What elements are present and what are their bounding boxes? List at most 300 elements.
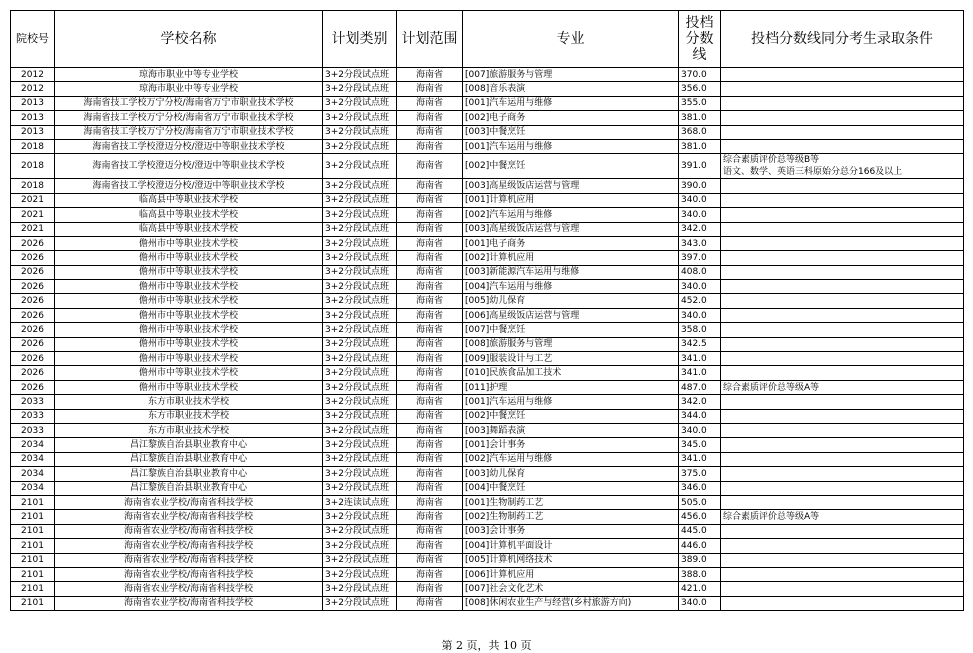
- cell-conditions: [721, 280, 964, 294]
- table-row: [11, 308, 964, 322]
- cell-score: 408.0: [679, 265, 721, 279]
- table-row: [11, 208, 964, 222]
- cell-school-code: 2021: [11, 193, 55, 207]
- table-row: [11, 352, 964, 366]
- cell-school-code: 2026: [11, 294, 55, 308]
- cell-school-name: 儋州市中等职业技术学校: [55, 337, 323, 351]
- cell-score: 375.0: [679, 467, 721, 481]
- cell-score: 341.0: [679, 366, 721, 380]
- table-row: [11, 553, 964, 567]
- header-school-code: 院校号: [11, 11, 55, 68]
- cell-plan-scope: 海南省: [397, 438, 463, 452]
- table-row: [11, 251, 964, 265]
- cell-major: [007]旅游服务与管理: [463, 68, 679, 82]
- cell-conditions: [721, 337, 964, 351]
- cell-conditions: [721, 524, 964, 538]
- cell-plan-scope: 海南省: [397, 82, 463, 96]
- header-score: 投档分数线: [679, 11, 721, 68]
- header-plan-scope: 计划范围: [397, 11, 463, 68]
- cell-plan-scope: 海南省: [397, 553, 463, 567]
- cell-major: [002]电子商务: [463, 111, 679, 125]
- table-row: [11, 510, 964, 524]
- cell-score: 421.0: [679, 582, 721, 596]
- table-row: [11, 265, 964, 279]
- cell-score: 390.0: [679, 179, 721, 193]
- cell-conditions: [721, 539, 964, 553]
- cell-plan-scope: 海南省: [397, 68, 463, 82]
- table-row: [11, 193, 964, 207]
- cell-school-code: 2012: [11, 82, 55, 96]
- cell-score: 389.0: [679, 553, 721, 567]
- cell-conditions: [721, 125, 964, 139]
- cell-school-name: 昌江黎族自治县职业教育中心: [55, 467, 323, 481]
- table-row: [11, 409, 964, 423]
- cell-plan-scope: 海南省: [397, 337, 463, 351]
- cell-school-code: 2034: [11, 481, 55, 495]
- cell-school-code: 2021: [11, 208, 55, 222]
- cell-score: 388.0: [679, 567, 721, 581]
- cell-conditions: [721, 236, 964, 250]
- cell-school-name: 琼海市职业中等专业学校: [55, 68, 323, 82]
- cell-school-name: 海南省农业学校/海南省科技学校: [55, 539, 323, 553]
- cell-school-code: 2101: [11, 582, 55, 596]
- cell-conditions: [721, 366, 964, 380]
- condition-line: 综合素质评价总等级A等: [723, 382, 820, 393]
- cell-score: 397.0: [679, 251, 721, 265]
- header-major: 专业: [463, 11, 679, 68]
- cell-major: [010]民族食品加工技术: [463, 366, 679, 380]
- cell-conditions: [721, 495, 964, 509]
- cell-plan-type: 3+2分段试点班: [323, 553, 397, 567]
- cell-score: 341.0: [679, 352, 721, 366]
- cell-school-name: 海南省技工学校万宁分校/海南省万宁市职业技术学校: [55, 125, 323, 139]
- table-row: [11, 280, 964, 294]
- cell-plan-type: 3+2分段试点班: [323, 68, 397, 82]
- cell-school-code: 2101: [11, 510, 55, 524]
- cell-school-name: 昌江黎族自治县职业教育中心: [55, 452, 323, 466]
- page-footer: 第 2 页，共 10 页: [441, 639, 532, 652]
- cell-score: 381.0: [679, 139, 721, 153]
- cell-score: 452.0: [679, 294, 721, 308]
- cell-conditions: [721, 179, 964, 193]
- cell-major: [008]休闲农业生产与经营(乡村旅游方向): [463, 596, 679, 610]
- cell-major: [002]汽车运用与维修: [463, 452, 679, 466]
- cell-plan-type: 3+2分段试点班: [323, 265, 397, 279]
- cell-plan-scope: 海南省: [397, 596, 463, 610]
- cell-plan-type: 3+2分段试点班: [323, 154, 397, 179]
- cell-school-code: 2013: [11, 96, 55, 110]
- cell-school-name: 海南省农业学校/海南省科技学校: [55, 567, 323, 581]
- cell-conditions: [721, 409, 964, 423]
- cell-major: [005]计算机网络技术: [463, 553, 679, 567]
- cell-plan-scope: 海南省: [397, 582, 463, 596]
- cell-plan-type: 3+2分段试点班: [323, 222, 397, 236]
- cell-school-name: 海南省农业学校/海南省科技学校: [55, 495, 323, 509]
- cell-school-name: 东方市职业技术学校: [55, 409, 323, 423]
- cell-plan-scope: 海南省: [397, 154, 463, 179]
- cell-plan-type: 3+2分段试点班: [323, 82, 397, 96]
- cell-major: [004]汽车运用与维修: [463, 280, 679, 294]
- table-row: [11, 481, 964, 495]
- cell-school-code: 2026: [11, 308, 55, 322]
- cell-major: [002]中餐烹饪: [463, 409, 679, 423]
- cell-conditions: [721, 596, 964, 610]
- table-row: [11, 423, 964, 437]
- cell-school-name: 海南省农业学校/海南省科技学校: [55, 553, 323, 567]
- cell-plan-scope: 海南省: [397, 236, 463, 250]
- table-row: [11, 337, 964, 351]
- cell-score: 446.0: [679, 539, 721, 553]
- cell-school-code: 2013: [11, 125, 55, 139]
- cell-plan-scope: 海南省: [397, 308, 463, 322]
- cell-school-code: 2026: [11, 251, 55, 265]
- cell-school-code: 2026: [11, 236, 55, 250]
- cell-school-name: 海南省技工学校澄迈分校/澄迈中等职业技术学校: [55, 154, 323, 179]
- cell-plan-type: 3+2分段试点班: [323, 323, 397, 337]
- cell-school-code: 2033: [11, 409, 55, 423]
- cell-plan-scope: 海南省: [397, 452, 463, 466]
- cell-plan-type: 3+2分段试点班: [323, 111, 397, 125]
- cell-plan-type: 3+2分段试点班: [323, 567, 397, 581]
- cell-school-name: 儋州市中等职业技术学校: [55, 251, 323, 265]
- cell-major: [007]中餐烹饪: [463, 323, 679, 337]
- cell-score: 342.0: [679, 222, 721, 236]
- cell-school-code: 2012: [11, 68, 55, 82]
- cell-plan-scope: 海南省: [397, 567, 463, 581]
- cell-school-code: 2101: [11, 524, 55, 538]
- cell-school-code: 2021: [11, 222, 55, 236]
- cell-school-name: 临高县中等职业技术学校: [55, 208, 323, 222]
- cell-plan-scope: 海南省: [397, 265, 463, 279]
- cell-plan-type: 3+2分段试点班: [323, 179, 397, 193]
- cell-score: 346.0: [679, 481, 721, 495]
- cell-plan-scope: 海南省: [397, 280, 463, 294]
- cell-score: 358.0: [679, 323, 721, 337]
- cell-conditions: [721, 467, 964, 481]
- table-row: [11, 467, 964, 481]
- cell-plan-scope: 海南省: [397, 409, 463, 423]
- condition-line: 综合素质评价总等级B等: [723, 155, 820, 166]
- cell-conditions: [721, 265, 964, 279]
- cell-school-code: 2026: [11, 380, 55, 394]
- header-school-name: 学校名称: [55, 11, 323, 68]
- cell-major: [008]旅游服务与管理: [463, 337, 679, 351]
- cell-score: 342.0: [679, 395, 721, 409]
- cell-school-code: 2033: [11, 423, 55, 437]
- cell-school-code: 2026: [11, 337, 55, 351]
- cell-school-code: 2034: [11, 452, 55, 466]
- cell-plan-type: 3+2分段试点班: [323, 208, 397, 222]
- cell-plan-scope: 海南省: [397, 208, 463, 222]
- cell-conditions: [721, 193, 964, 207]
- cell-plan-scope: 海南省: [397, 111, 463, 125]
- cell-school-name: 儋州市中等职业技术学校: [55, 366, 323, 380]
- cell-school-code: 2101: [11, 553, 55, 567]
- cell-plan-type: 3+2分段试点班: [323, 481, 397, 495]
- cell-school-code: 2018: [11, 139, 55, 153]
- admission-score-table: [10, 10, 964, 611]
- cell-plan-scope: 海南省: [397, 380, 463, 394]
- cell-score: 340.0: [679, 208, 721, 222]
- cell-major: [001]计算机应用: [463, 193, 679, 207]
- cell-school-name: 儋州市中等职业技术学校: [55, 380, 323, 394]
- cell-school-name: 东方市职业技术学校: [55, 423, 323, 437]
- cell-major: [003]高星级饭店运营与管理: [463, 179, 679, 193]
- cell-school-name: 儋州市中等职业技术学校: [55, 308, 323, 322]
- cell-major: [001]生物制药工艺: [463, 495, 679, 509]
- cell-score: 456.0: [679, 510, 721, 524]
- cell-score: 340.0: [679, 280, 721, 294]
- cell-plan-type: 3+2分段试点班: [323, 139, 397, 153]
- table-row: [11, 125, 964, 139]
- cell-major: [007]社会文化艺术: [463, 582, 679, 596]
- cell-major: [011]护理: [463, 380, 679, 394]
- table-row: [11, 539, 964, 553]
- cell-plan-scope: 海南省: [397, 423, 463, 437]
- cell-conditions: [721, 510, 964, 524]
- cell-plan-scope: 海南省: [397, 222, 463, 236]
- table-row: [11, 582, 964, 596]
- cell-school-code: 2101: [11, 495, 55, 509]
- table-row: [11, 323, 964, 337]
- cell-plan-type: 3+2分段试点班: [323, 236, 397, 250]
- table-row: [11, 395, 964, 409]
- cell-plan-type: 3+2分段试点班: [323, 280, 397, 294]
- cell-school-name: 儋州市中等职业技术学校: [55, 265, 323, 279]
- cell-score: 343.0: [679, 236, 721, 250]
- cell-conditions: [721, 139, 964, 153]
- cell-plan-scope: 海南省: [397, 294, 463, 308]
- cell-plan-scope: 海南省: [397, 395, 463, 409]
- cell-score: 487.0: [679, 380, 721, 394]
- cell-school-name: 昌江黎族自治县职业教育中心: [55, 481, 323, 495]
- cell-major: [006]高星级饭店运营与管理: [463, 308, 679, 322]
- cell-plan-scope: 海南省: [397, 352, 463, 366]
- table-row: [11, 68, 964, 82]
- cell-conditions: [721, 111, 964, 125]
- table-row: [11, 236, 964, 250]
- cell-plan-scope: 海南省: [397, 510, 463, 524]
- cell-score: 391.0: [679, 154, 721, 179]
- cell-score: 340.0: [679, 308, 721, 322]
- header-conditions: 投档分数线同分考生录取条件: [721, 11, 964, 68]
- cell-plan-type: 3+2分段试点班: [323, 380, 397, 394]
- cell-score: 370.0: [679, 68, 721, 82]
- cell-plan-scope: 海南省: [397, 467, 463, 481]
- cell-school-name: 临高县中等职业技术学校: [55, 193, 323, 207]
- cell-conditions: [721, 553, 964, 567]
- cell-major: [003]幼儿保育: [463, 467, 679, 481]
- table-row: [11, 524, 964, 538]
- cell-school-code: 2033: [11, 395, 55, 409]
- cell-plan-type: 3+2分段试点班: [323, 467, 397, 481]
- cell-score: 356.0: [679, 82, 721, 96]
- cell-score: 445.0: [679, 524, 721, 538]
- cell-plan-type: 3+2分段试点班: [323, 193, 397, 207]
- cell-plan-type: 3+2分段试点班: [323, 452, 397, 466]
- cell-plan-type: 3+2分段试点班: [323, 294, 397, 308]
- cell-conditions: [721, 438, 964, 452]
- table-row: [11, 495, 964, 509]
- cell-school-code: 2026: [11, 280, 55, 294]
- cell-plan-type: 3+2分段试点班: [323, 423, 397, 437]
- cell-school-name: 海南省农业学校/海南省科技学校: [55, 596, 323, 610]
- cell-plan-type: 3+2分段试点班: [323, 582, 397, 596]
- cell-plan-scope: 海南省: [397, 481, 463, 495]
- cell-school-code: 2026: [11, 352, 55, 366]
- cell-plan-type: 3+2分段试点班: [323, 596, 397, 610]
- cell-score: 340.0: [679, 596, 721, 610]
- table-row: [11, 567, 964, 581]
- cell-school-name: 海南省农业学校/海南省科技学校: [55, 510, 323, 524]
- cell-major: [003]新能源汽车运用与维修: [463, 265, 679, 279]
- cell-major: [003]高星级饭店运营与管理: [463, 222, 679, 236]
- cell-school-code: 2018: [11, 179, 55, 193]
- table-row: [11, 111, 964, 125]
- cell-plan-type: 3+2分段试点班: [323, 337, 397, 351]
- cell-major: [004]中餐烹饪: [463, 481, 679, 495]
- cell-major: [001]汽车运用与维修: [463, 96, 679, 110]
- cell-plan-scope: 海南省: [397, 524, 463, 538]
- cell-plan-type: 3+2连读试点班: [323, 495, 397, 509]
- condition-line: 综合素质评价总等级A等: [723, 512, 820, 523]
- cell-school-code: 2034: [11, 438, 55, 452]
- cell-school-name: 儋州市中等职业技术学校: [55, 352, 323, 366]
- cell-plan-scope: 海南省: [397, 193, 463, 207]
- cell-plan-type: 3+2分段试点班: [323, 510, 397, 524]
- cell-school-name: 儋州市中等职业技术学校: [55, 323, 323, 337]
- cell-school-name: 海南省技工学校万宁分校/海南省万宁市职业技术学校: [55, 96, 323, 110]
- cell-school-name: 海南省技工学校澄迈分校/澄迈中等职业技术学校: [55, 179, 323, 193]
- cell-major: [002]中餐烹饪: [463, 154, 679, 179]
- cell-plan-type: 3+2分段试点班: [323, 251, 397, 265]
- cell-conditions: [721, 380, 964, 394]
- cell-plan-scope: 海南省: [397, 539, 463, 553]
- cell-plan-type: 3+2分段试点班: [323, 96, 397, 110]
- cell-plan-scope: 海南省: [397, 323, 463, 337]
- cell-school-name: 东方市职业技术学校: [55, 395, 323, 409]
- table-row: [11, 452, 964, 466]
- cell-conditions: [721, 395, 964, 409]
- table-row: [11, 222, 964, 236]
- cell-conditions: [721, 423, 964, 437]
- cell-conditions: [721, 154, 964, 179]
- cell-major: [001]汽车运用与维修: [463, 139, 679, 153]
- cell-score: 345.0: [679, 438, 721, 452]
- cell-plan-type: 3+2分段试点班: [323, 409, 397, 423]
- cell-plan-type: 3+2分段试点班: [323, 352, 397, 366]
- cell-plan-scope: 海南省: [397, 366, 463, 380]
- cell-conditions: [721, 222, 964, 236]
- cell-conditions: [721, 567, 964, 581]
- cell-school-name: 昌江黎族自治县职业教育中心: [55, 438, 323, 452]
- cell-school-code: 2101: [11, 539, 55, 553]
- cell-score: 355.0: [679, 96, 721, 110]
- cell-plan-scope: 海南省: [397, 179, 463, 193]
- condition-line: 语文、数学、英语三科原始分总分166及以上: [723, 167, 903, 178]
- cell-score: 340.0: [679, 193, 721, 207]
- cell-plan-type: 3+2分段试点班: [323, 524, 397, 538]
- cell-plan-scope: 海南省: [397, 251, 463, 265]
- cell-score: 344.0: [679, 409, 721, 423]
- cell-school-name: 海南省农业学校/海南省科技学校: [55, 582, 323, 596]
- cell-school-code: 2013: [11, 111, 55, 125]
- cell-conditions: [721, 308, 964, 322]
- cell-major: [003]会计事务: [463, 524, 679, 538]
- cell-plan-scope: 海南省: [397, 139, 463, 153]
- table-row: [11, 438, 964, 452]
- cell-plan-type: 3+2分段试点班: [323, 539, 397, 553]
- cell-major: [002]汽车运用与维修: [463, 208, 679, 222]
- cell-major: [001]电子商务: [463, 236, 679, 250]
- cell-conditions: [721, 323, 964, 337]
- cell-conditions: [721, 96, 964, 110]
- table-row: [11, 139, 964, 153]
- table-row: [11, 294, 964, 308]
- cell-school-name: 海南省技工学校澄迈分校/澄迈中等职业技术学校: [55, 139, 323, 153]
- cell-school-code: 2034: [11, 467, 55, 481]
- cell-school-code: 2101: [11, 596, 55, 610]
- cell-conditions: [721, 68, 964, 82]
- cell-conditions: [721, 352, 964, 366]
- table-body: [11, 68, 964, 611]
- header-plan-type: 计划类别: [323, 11, 397, 68]
- cell-major: [008]音乐表演: [463, 82, 679, 96]
- table-row: [11, 596, 964, 610]
- cell-score: 340.0: [679, 423, 721, 437]
- cell-conditions: [721, 294, 964, 308]
- cell-plan-type: 3+2分段试点班: [323, 395, 397, 409]
- cell-major: [001]会计事务: [463, 438, 679, 452]
- table-row: [11, 82, 964, 96]
- table-row: [11, 179, 964, 193]
- cell-school-name: 儋州市中等职业技术学校: [55, 294, 323, 308]
- cell-school-name: 临高县中等职业技术学校: [55, 222, 323, 236]
- cell-school-code: 2018: [11, 154, 55, 179]
- cell-plan-type: 3+2分段试点班: [323, 125, 397, 139]
- cell-conditions: [721, 208, 964, 222]
- table-row: [11, 366, 964, 380]
- cell-major: [006]计算机应用: [463, 567, 679, 581]
- cell-score: 505.0: [679, 495, 721, 509]
- cell-school-code: 2026: [11, 323, 55, 337]
- cell-conditions: [721, 452, 964, 466]
- cell-conditions: [721, 82, 964, 96]
- cell-major: [002]生物制药工艺: [463, 510, 679, 524]
- cell-major: [009]服装设计与工艺: [463, 352, 679, 366]
- cell-school-name: 琼海市职业中等专业学校: [55, 82, 323, 96]
- cell-school-code: 2026: [11, 265, 55, 279]
- cell-plan-scope: 海南省: [397, 495, 463, 509]
- header-row: [11, 11, 964, 68]
- table-row: [11, 96, 964, 110]
- cell-score: 341.0: [679, 452, 721, 466]
- table-row: [11, 154, 964, 179]
- cell-school-code: 2026: [11, 366, 55, 380]
- cell-major: [004]计算机平面设计: [463, 539, 679, 553]
- cell-conditions: [721, 481, 964, 495]
- cell-school-name: 海南省农业学校/海南省科技学校: [55, 524, 323, 538]
- cell-score: 368.0: [679, 125, 721, 139]
- cell-major: [001]汽车运用与维修: [463, 395, 679, 409]
- cell-conditions: [721, 582, 964, 596]
- cell-school-code: 2101: [11, 567, 55, 581]
- cell-school-name: 儋州市中等职业技术学校: [55, 280, 323, 294]
- cell-major: [002]计算机应用: [463, 251, 679, 265]
- cell-plan-type: 3+2分段试点班: [323, 308, 397, 322]
- cell-school-name: 儋州市中等职业技术学校: [55, 236, 323, 250]
- cell-major: [005]幼儿保育: [463, 294, 679, 308]
